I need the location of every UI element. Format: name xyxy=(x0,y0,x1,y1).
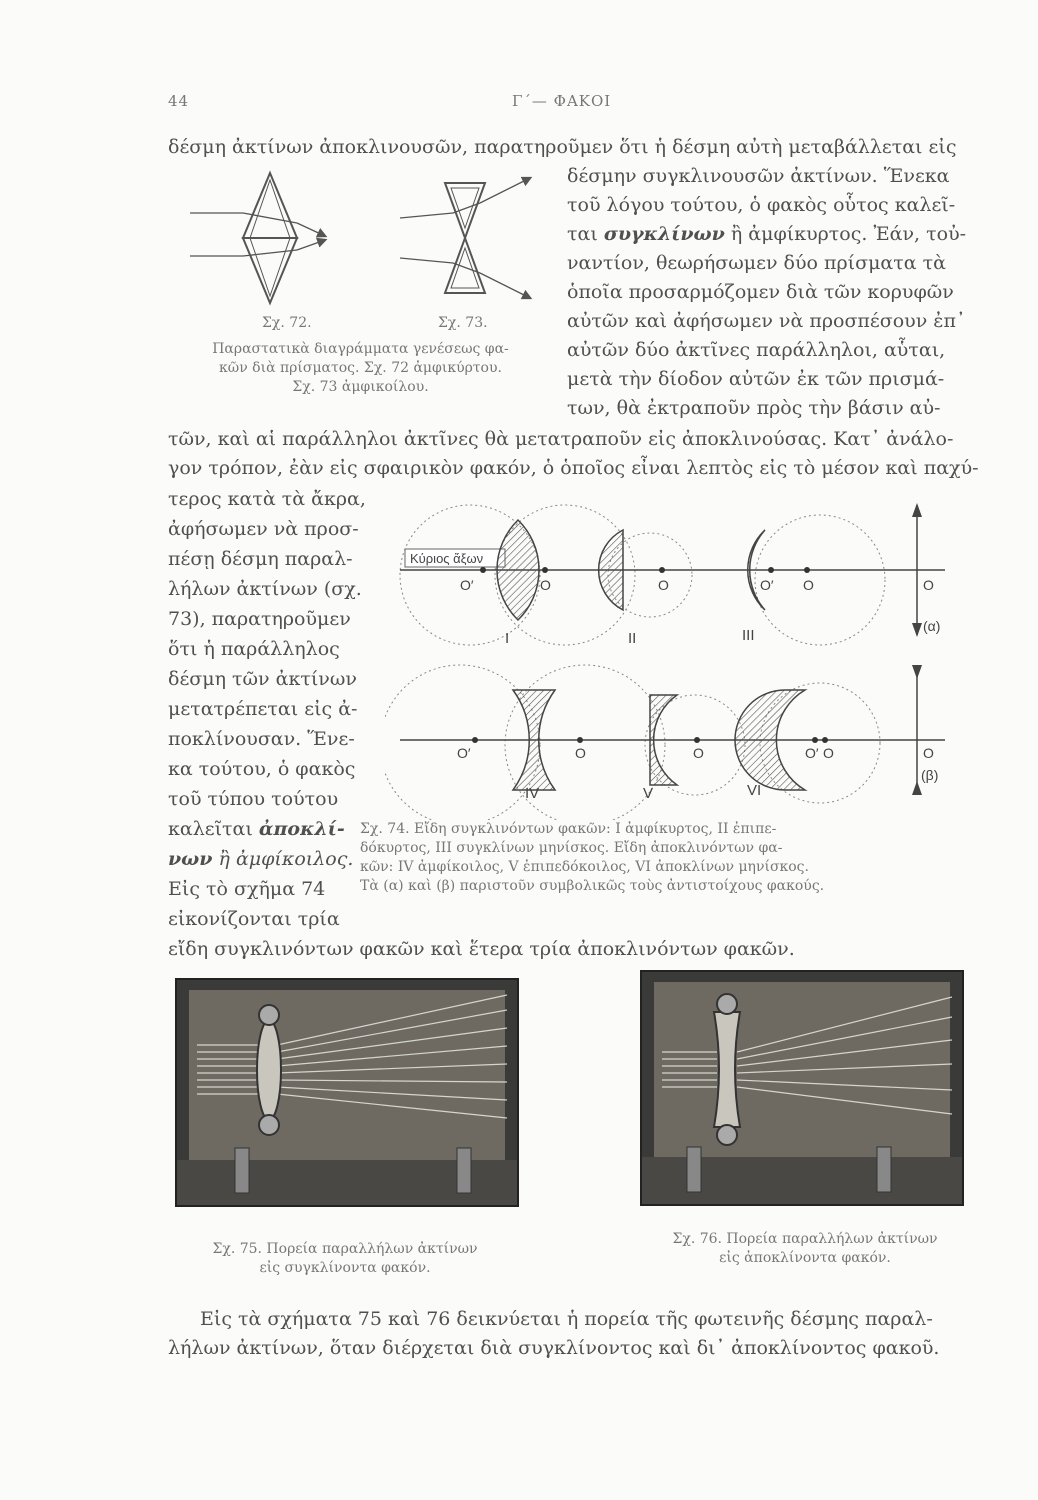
left-column-line: ποκλίνουσαν. Ἕνε- xyxy=(168,728,355,750)
focus-o: O xyxy=(803,577,814,593)
focus-o: O xyxy=(658,577,669,593)
figure-75-caption: Σχ. 75. Πορεία παραλλήλων ἀκτίνων εἰς συγκλίνοντα φακόν. xyxy=(212,1241,478,1276)
figure-76-divergent-rays-illustration xyxy=(642,972,962,1204)
left-column-line: καλεῖται ἀποκλί- xyxy=(168,818,345,840)
chapter-title: Γ΄— ΦΑΚΟΙ xyxy=(512,92,612,110)
right-column-line: αὐτῶν δύο ἀκτῖνες παράλληλοι, αὗται, xyxy=(567,339,946,361)
left-column-line: λήλων ἀκτίνων (σχ. xyxy=(168,578,362,600)
focus-o: O xyxy=(575,745,586,761)
term-divergent: ἀποκλί- xyxy=(258,818,345,840)
right-column-line: μετὰ τὴν δίοδον αὐτῶν ἐκ τῶν πρισμά- xyxy=(567,368,945,390)
figure-72-73-caption: Παραστατικὰ διαγράμματα γενέσεως φα- κῶν διὰ πρίσματος. Σχ. 72 ἀμφικύρτου. Σχ. 73 ἀμφικοίλου. xyxy=(212,341,509,395)
left-column-line: εἰκονίζονται τρία xyxy=(168,908,340,930)
focus-o-prime-o: O′ xyxy=(805,745,819,761)
left-column-line: ἀφήσωμεν νὰ προσ- xyxy=(168,518,359,540)
figure-76-caption: Σχ. 76. Πορεία παραλλήλων ἀκτίνων εἰς ἀποκλίνοντα φακόν. xyxy=(672,1231,938,1266)
right-column-line: δέσμην συγκλινουσῶν ἀκτίνων. Ἕνεκα xyxy=(567,165,950,187)
figure-73-biconcave-prisms xyxy=(400,178,530,298)
figure-72-label: Σχ. 72. xyxy=(262,315,312,331)
left-column-line: Εἰς τὸ σχῆμα 74 xyxy=(168,878,326,900)
left-column-line: τερος κατὰ τὰ ἄκρα, xyxy=(168,488,366,510)
lens-label: II xyxy=(628,630,637,647)
left-column-line: μετατρέπεται εἰς ἀ- xyxy=(168,698,358,720)
figure-74-caption: Σχ. 74. Εἴδη συγκλινόντων φακῶν: I ἀμφίκυρτος, II ἐπιπε- δόκυρτος, III συγκλίνων μηνίσκος. Εἴδη ἀποκλινόντων φα- κῶν: IV ἀμφίκοιλος, V ἐπιπεδόκοιλος, VI ἀποκλίνων μηνίσκος. Τὰ (α) καὶ (β) παριστοῦν συμβολικῶς τοὺς ἀντιστοίχους φακούς. xyxy=(360,821,825,894)
lens-label: V xyxy=(643,785,654,802)
figure-73-label: Σχ. 73. xyxy=(438,315,488,331)
symbol-beta: (β) xyxy=(921,767,939,783)
lens-plano-convex xyxy=(599,530,623,610)
lens-label: III xyxy=(742,627,755,644)
right-column-line: αὐτῶν καὶ ἀφήσωμεν νὰ προσπέσουν ἐπ᾽ xyxy=(567,310,966,332)
left-column-line: πέσῃ δέσμη παραλ- xyxy=(168,548,353,570)
term-convergent: συγκλίνων xyxy=(603,223,725,245)
intro-line: δέσμη ἀκτίνων ἀποκλινουσῶν, παρατηροῦμεν ὅτι ἡ δέσμη αὐτὴ μεταβάλλεται εἰς xyxy=(168,136,957,158)
left-column-line: τοῦ τύπου τούτου xyxy=(168,788,339,810)
lens-label: VI xyxy=(747,782,762,799)
figure-75-convergent-rays-illustration xyxy=(177,980,517,1205)
left-column-line: νων ἢ ἀμφίκοιλος. xyxy=(168,848,354,870)
closing-line: Εἰς τὰ σχήματα 75 καὶ 76 δεικνύεται ἡ πορεία τῆς φωτεινῆς δέσμης παραλ- xyxy=(200,1308,933,1330)
page-number: 44 xyxy=(168,92,190,110)
closing-line: λήλων ἀκτίνων, ὅταν διέρχεται διὰ συγκλίνοντος καὶ δι᾽ ἀποκλίνοντος φακοῦ. xyxy=(168,1337,940,1359)
principal-axis-label: Κύριος ἄξων xyxy=(410,551,484,566)
lens-label: I xyxy=(505,630,510,647)
focus-o: O xyxy=(693,745,704,761)
focus-o: O xyxy=(923,577,934,593)
right-column-line: τοῦ λόγου τούτου, ὁ φακὸς οὗτος καλεῖ- xyxy=(567,194,956,216)
focus-o: O xyxy=(540,577,551,593)
after-figure-line: εἴδη συγκλινόντων φακῶν καὶ ἕτερα τρία ἀποκλινόντων φακῶν. xyxy=(168,938,795,960)
full-line: γον τρόπον, ἐὰν εἰς σφαιρικὸν φακόν, ὁ ὁποῖος εἶναι λεπτὸς εἰς τὸ μέσον καὶ παχύ- xyxy=(168,457,979,479)
figure-72-biconvex-prisms xyxy=(190,173,325,303)
focus-o-prime: O′ xyxy=(457,745,471,761)
figure-72-73-diagram xyxy=(185,168,545,318)
left-column-line: κα τούτου, ὁ φακὸς xyxy=(168,758,356,780)
focus-o: O xyxy=(823,745,834,761)
focus-o-prime: O′ xyxy=(760,577,774,593)
focus-o-prime: O′ xyxy=(460,577,474,593)
left-column-line: ὅτι ἡ παράλληλος xyxy=(168,638,340,660)
figure-74-lens-types xyxy=(385,495,975,820)
right-column-line: των, θὰ ἐκτραποῦν πρὸς τὴν βάσιν αὐ- xyxy=(567,397,941,419)
focus-o: O xyxy=(923,745,934,761)
right-column-line: ὁποῖα προσαρμόζομεν διὰ τῶν κορυφῶν xyxy=(567,281,954,303)
figure-76-photo xyxy=(640,970,964,1206)
left-column-line: δέσμη τῶν ἀκτίνων xyxy=(168,668,357,690)
right-column-line: ται συγκλίνων ἢ ἀμφίκυρτος. Ἐάν, τοὐ- xyxy=(567,223,967,245)
lens-label: IV xyxy=(525,785,540,802)
left-column-line: 73), παρατηροῦμεν xyxy=(168,608,351,630)
full-line: τῶν, καὶ αἱ παράλληλοι ἀκτῖνες θὰ μετατραποῦν εἰς ἀποκλινούσας. Κατ᾽ ἀνάλο- xyxy=(168,428,954,450)
term-divergent: νων xyxy=(168,848,213,870)
symbol-alpha: (α) xyxy=(923,618,941,634)
figure-75-photo xyxy=(175,978,519,1207)
right-column-line: ναντίον, θεωρήσωμεν δύο πρίσματα τὰ xyxy=(567,252,946,274)
